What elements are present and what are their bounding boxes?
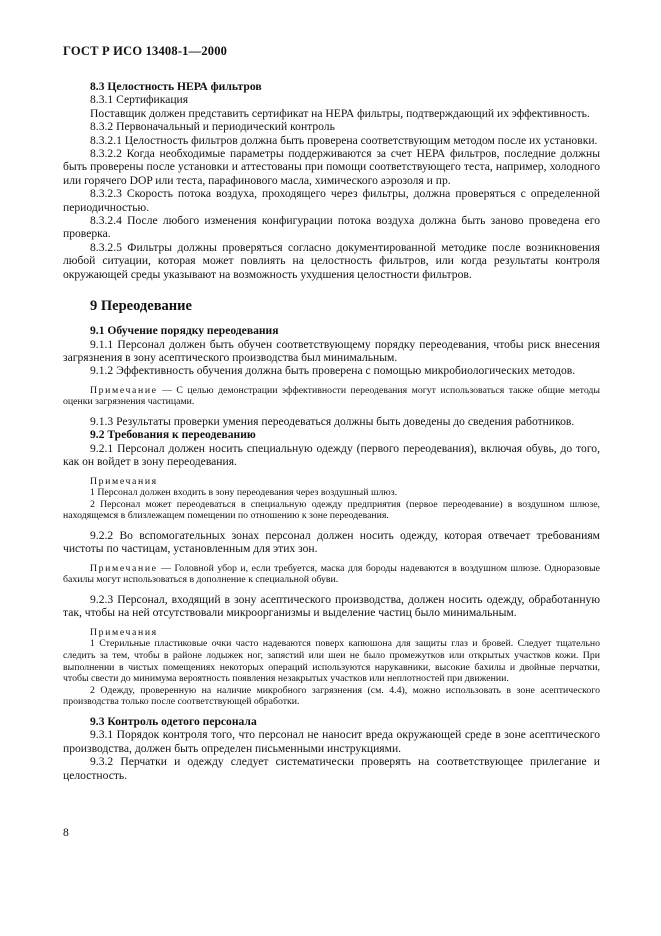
clause-8-3-1-text: Поставщик должен представить сертификат на НЕРА фильтры, подтверждающий их эффективность. — [90, 106, 590, 120]
clause-9-3-2: 9.3.2 Перчатки и одежду следует систематически проверять на соответствующее прилегание и целостность. — [63, 755, 600, 782]
document-header: ГОСТ Р ИСО 13408-1—2000 — [63, 44, 228, 58]
clause-8-3-2-title: 8.3.2 Первоначальный и периодический контроль — [90, 120, 335, 134]
section-9-heading: 9 Переодевание — [90, 298, 192, 315]
clause-8-3-2-5: 8.3.2.5 Фильтры должны проверяться согласно документированной методике после возникновения любой ситуации, которая может повлиять на целостность фильтров, или когда результаты контроля окружающей среды указывают на возможность ухудшения целостности фильтров. — [63, 240, 600, 281]
clause-8-3-2-2: 8.3.2.2 Когда необходимые параметры поддерживаются за счет НЕРА фильтров, последние должны быть проверены после установки и аттестованы при помощи соответствующего теста, например, холодного или горячего DOP или теста, парафинового масла, химического аэрозоля и пр. — [63, 147, 600, 187]
section-9-3-heading: 9.3 Контроль одетого персонала — [90, 714, 257, 728]
note-item: 1 Персонал должен входить в зону переодевания через воздушный шлюз. — [90, 487, 398, 499]
note-item: 2 Персонал может переодеваться в специальную одежду предприятия (первое переодевание) в воздушном шлюзе, находящемся в близлежащем помещении по отношению к зоне переодевания. — [63, 498, 600, 522]
clause-9-2-1: 9.2.1 Персонал должен носить специальную одежду (первого переодевания), включая обувь, до того, как он войдет в зону переодевания. — [63, 441, 600, 469]
clause-9-2-3: 9.2.3 Персонал, входящий в зону асептического производства, должен носить одежду, обработанную так, чтобы на ней отсутствовали микроорганизмы и выделение частиц было минимальным. — [63, 592, 600, 620]
clause-9-2-2: 9.2.2 Во вспомогательных зонах персонал должен носить одежду, которая отвечает требованиям чистоты по частицам, установленным для этих зон. — [63, 528, 600, 556]
clause-8-3-1-title: 8.3.1 Сертификация — [90, 93, 189, 107]
clause-9-3-1: 9.3.1 Порядок контроля того, что персонал не наносит вреда окружающей среде в зоне асептического производства, должен быть определен письменными инструкциями. — [63, 728, 600, 755]
notes-label: Примечания — [90, 626, 158, 638]
clause-9-1-3: 9.1.3 Результаты проверки умения переодеваться должны быть доведены до сведения работников. — [90, 414, 575, 428]
notes-label: Примечания — [90, 475, 158, 487]
page-content — [63, 80, 600, 782]
clause-9-1-1: 9.1.1 Персонал должен быть обучен соответствующему порядку переодевания, чтобы риск внесения загрязнения в зону асептического производства был минимальным. — [63, 337, 600, 364]
note-9-2-2 — [63, 563, 600, 586]
note-text: — Головной убор и, если требуется, маска для бороды надеваются в воздушном шлюзе. Одноразовые бахилы могут использоваться в дополнение к специальной обуви. — [63, 562, 600, 586]
section-9-1-heading: 9.1 Обучение порядку переодевания — [90, 324, 279, 338]
note-9-1-2 — [63, 385, 600, 408]
section-9-2-heading: 9.2 Требования к переодеванию — [90, 428, 256, 442]
clause-8-3-2-1: 8.3.2.1 Целостность фильтров должна быть проверена соответствующим методом после их установки. — [90, 133, 598, 147]
note-item: 1 Стерильные пластиковые очки часто надеваются поверх капюшона для защиты глаз и бровей. Следует тщательно следить за тем, чтобы в районе лодыжек ног, запястий или шеи не было промежутков или открытых участков кожи. При выполнении в чистых помещениях некоторых операций используются нарукавники, высокие бахилы и двойные перчатки, чтобы свести до минимума вероятность появления незакрытых участков или неплотностей при движении. — [63, 638, 600, 685]
clause-8-3-2-4: 8.3.2.4 После любого изменения конфигурации потока воздуха должна быть заново проведена его проверка. — [63, 214, 600, 241]
clause-8-3-2-3: 8.3.2.3 Скорость потока воздуха, проходящего через фильтры, должна проверяться с определенной периодичностью. — [63, 187, 600, 214]
note-item: 2 Одежду, проверенную на наличие микробного загрязнения (см. 4.4), можно использовать в зоне асептического производства только после соответствующей обработки. — [63, 684, 600, 708]
page-number: 8 — [63, 826, 69, 839]
note-text: — С целью демонстрации эффективности переодевания могут использоваться также общие методы оценки загрязнения частицами. — [63, 384, 600, 408]
note-label: Примечание — [90, 384, 158, 396]
note-label: Примечание — [90, 562, 158, 574]
clause-9-1-2: 9.1.2 Эффективность обучения должна быть проверена с помощью микробиологических методов. — [90, 364, 576, 378]
section-8-3-heading: 8.3 Целостность НЕРА фильтров — [90, 80, 262, 93]
